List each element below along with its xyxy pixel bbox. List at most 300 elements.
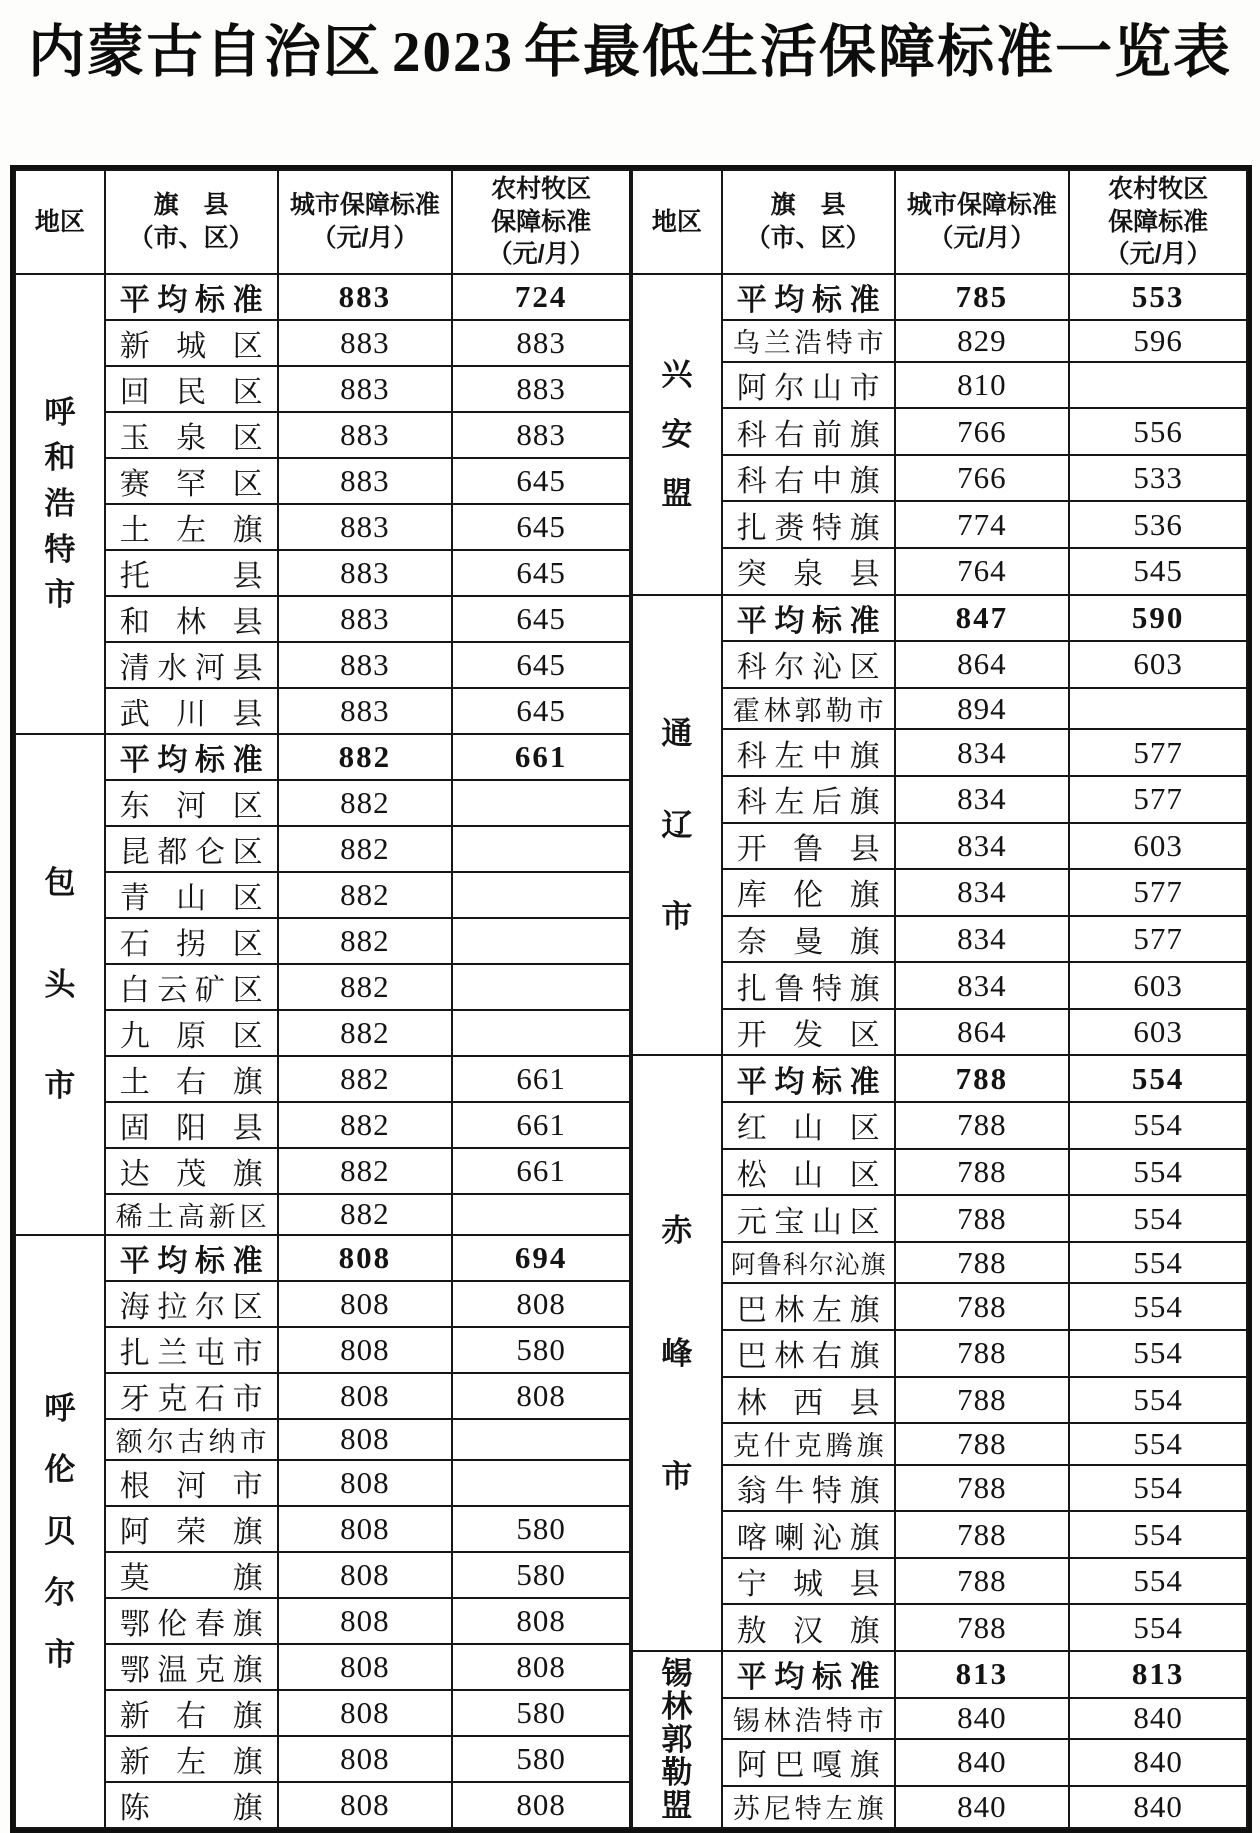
rural-standard-value: 554 — [1069, 1283, 1247, 1330]
table-row — [15, 1506, 630, 1552]
urban-standard-value: 834 — [895, 916, 1070, 963]
rural-standard-value: 603 — [1069, 962, 1247, 1009]
county-cell: 陈旗 — [105, 1782, 278, 1828]
rural-standard-value: 554 — [1069, 1423, 1247, 1465]
county-cell: 土左旗 — [105, 504, 278, 550]
average-row — [15, 734, 630, 780]
region-cell — [15, 274, 105, 734]
average-label-cell: 平均标准 — [105, 734, 278, 780]
rural-standard-value: 661 — [452, 734, 630, 780]
rural-standard-value: 554 — [1069, 1242, 1247, 1284]
rural-standard-value: 554 — [1069, 1377, 1247, 1424]
table-row — [15, 964, 630, 1010]
table-row — [632, 1558, 1247, 1605]
urban-standard-value: 808 — [278, 1690, 453, 1736]
rural-standard-value: 840 — [1069, 1786, 1247, 1828]
table-row — [632, 1242, 1247, 1284]
rural-standard-value: 577 — [1069, 776, 1247, 823]
county-cell: 苏尼特左旗 — [722, 1786, 895, 1828]
county-cell: 红山区 — [722, 1102, 895, 1149]
table-row — [15, 1736, 630, 1782]
rural-standard-value: 554 — [1069, 1465, 1247, 1512]
table-row — [15, 1690, 630, 1736]
table-row — [15, 1327, 630, 1373]
table-row — [632, 1698, 1247, 1740]
county-cell: 莫旗 — [105, 1552, 278, 1598]
table-row — [632, 455, 1247, 502]
rural-standard-value: 808 — [452, 1373, 630, 1419]
region-cell — [15, 734, 105, 1235]
urban-standard-value: 808 — [278, 1552, 453, 1598]
county-cell: 鄂温克旗 — [105, 1644, 278, 1690]
average-label-cell: 平均标准 — [722, 595, 895, 642]
rural-standard-value: 813 — [1069, 1651, 1247, 1698]
urban-standard-value: 808 — [278, 1782, 453, 1828]
county-cell: 科尔沁区 — [722, 641, 895, 688]
average-row — [15, 274, 630, 320]
table-row — [15, 1148, 630, 1194]
county-cell: 库伦旗 — [722, 869, 895, 916]
table-row — [632, 823, 1247, 870]
rural-standard-value: 883 — [452, 320, 630, 366]
table-row — [632, 962, 1247, 1009]
rural-standard-value: 840 — [1069, 1739, 1247, 1786]
table-row — [15, 1552, 630, 1598]
table-row — [15, 1102, 630, 1148]
table-row — [15, 320, 630, 366]
urban-standard-value: 808 — [278, 1598, 453, 1644]
table-row — [15, 504, 630, 550]
urban-standard-value: 813 — [895, 1651, 1070, 1698]
rural-standard-value: 645 — [452, 458, 630, 504]
urban-standard-value: 882 — [278, 1102, 453, 1148]
table-row — [632, 1511, 1247, 1558]
table-row — [15, 1373, 630, 1419]
average-row — [632, 1651, 1247, 1698]
title-suffix: 年最低生活保障标准一览表 — [524, 20, 1232, 84]
header-urban-standard: 城市保障标准 （元/月） — [895, 170, 1070, 274]
urban-standard-value: 834 — [895, 962, 1070, 1009]
region-vertical-label: 兴 安 盟 — [661, 357, 693, 511]
table-row — [632, 362, 1247, 409]
rural-standard-value: 883 — [452, 412, 630, 458]
county-cell: 额尔古纳市 — [105, 1419, 278, 1460]
title-prefix: 内蒙古自治区 — [28, 20, 382, 84]
table-row — [632, 1786, 1247, 1828]
table-row — [632, 1465, 1247, 1512]
header-row — [15, 170, 630, 274]
urban-standard-value: 788 — [895, 1242, 1070, 1284]
rural-standard-value — [452, 872, 630, 918]
rural-standard-value: 553 — [1069, 274, 1247, 321]
county-cell: 新右旗 — [105, 1690, 278, 1736]
urban-standard-value: 882 — [278, 1010, 453, 1056]
urban-standard-value: 882 — [278, 780, 453, 826]
county-cell: 科左中旗 — [722, 729, 895, 776]
table-row — [632, 641, 1247, 688]
rural-standard-value: 580 — [452, 1552, 630, 1598]
rural-standard-value: 554 — [1069, 1558, 1247, 1605]
table-row — [632, 776, 1247, 823]
county-cell: 白云矿区 — [105, 964, 278, 1010]
county-cell: 巴林左旗 — [722, 1283, 895, 1330]
table-row — [632, 501, 1247, 548]
rural-standard-value: 533 — [1069, 455, 1247, 502]
rural-standard-value — [1069, 362, 1247, 409]
urban-standard-value: 840 — [895, 1739, 1070, 1786]
rural-standard-value: 580 — [452, 1506, 630, 1552]
urban-standard-value: 808 — [278, 1235, 453, 1281]
rural-standard-value: 645 — [452, 688, 630, 734]
table-row — [632, 916, 1247, 963]
table-row — [15, 596, 630, 642]
county-cell: 达茂旗 — [105, 1148, 278, 1194]
urban-standard-value: 788 — [895, 1330, 1070, 1377]
county-cell: 回民区 — [105, 366, 278, 412]
urban-standard-value: 788 — [895, 1102, 1070, 1149]
county-cell: 牙克石市 — [105, 1373, 278, 1419]
county-cell: 科左后旗 — [722, 776, 895, 823]
rural-standard-value: 661 — [452, 1148, 630, 1194]
county-cell: 元宝山区 — [722, 1195, 895, 1242]
urban-standard-value: 883 — [278, 550, 453, 596]
urban-standard-value: 788 — [895, 1465, 1070, 1512]
table-row — [15, 1419, 630, 1460]
table-right-half — [631, 169, 1248, 1829]
county-cell: 青山区 — [105, 872, 278, 918]
urban-standard-value: 883 — [278, 274, 453, 320]
county-cell: 科右中旗 — [722, 455, 895, 502]
rural-standard-value: 661 — [452, 1102, 630, 1148]
table-row — [15, 1460, 630, 1506]
rural-standard-value: 580 — [452, 1736, 630, 1782]
urban-standard-value: 847 — [895, 595, 1070, 642]
region-vertical-label: 通 辽 市 — [661, 716, 693, 934]
county-cell: 和林县 — [105, 596, 278, 642]
table-row — [15, 550, 630, 596]
urban-standard-value: 808 — [278, 1419, 453, 1460]
header-region: 地区 — [632, 170, 722, 274]
urban-standard-value: 808 — [278, 1644, 453, 1690]
urban-standard-value: 788 — [895, 1195, 1070, 1242]
county-cell: 科右前旗 — [722, 408, 895, 455]
standards-table — [10, 165, 1252, 1833]
county-cell: 鄂伦春旗 — [105, 1598, 278, 1644]
county-cell: 奈曼旗 — [722, 916, 895, 963]
table-row — [632, 408, 1247, 455]
table-row — [15, 458, 630, 504]
urban-standard-value: 829 — [895, 320, 1070, 362]
rural-standard-value: 577 — [1069, 916, 1247, 963]
table-row — [15, 1598, 630, 1644]
table-row — [15, 642, 630, 688]
table-row — [632, 1423, 1247, 1465]
county-cell: 固阳县 — [105, 1102, 278, 1148]
region-vertical-label: 呼 伦 贝 尔 市 — [44, 1390, 76, 1672]
rural-standard-value: 545 — [1069, 548, 1247, 595]
rural-standard-value: 580 — [452, 1690, 630, 1736]
header-county: 旗 县 （市、区） — [722, 170, 895, 274]
rural-standard-value: 840 — [1069, 1698, 1247, 1740]
rural-standard-value: 808 — [452, 1644, 630, 1690]
average-row — [632, 274, 1247, 321]
table-row — [632, 1149, 1247, 1196]
urban-standard-value: 808 — [278, 1373, 453, 1419]
urban-standard-value: 788 — [895, 1511, 1070, 1558]
average-row — [632, 595, 1247, 642]
rural-standard-value: 645 — [452, 596, 630, 642]
rural-standard-value: 554 — [1069, 1330, 1247, 1377]
rural-standard-value: 645 — [452, 550, 630, 596]
urban-standard-value: 808 — [278, 1506, 453, 1552]
urban-standard-value: 894 — [895, 688, 1070, 730]
county-cell: 克什克腾旗 — [722, 1423, 895, 1465]
average-label-cell: 平均标准 — [722, 1651, 895, 1698]
rural-standard-value: 556 — [1069, 408, 1247, 455]
table-row — [632, 320, 1247, 362]
county-cell: 开鲁县 — [722, 823, 895, 870]
rural-standard-value: 603 — [1069, 823, 1247, 870]
urban-standard-value: 883 — [278, 596, 453, 642]
average-label-cell: 平均标准 — [105, 274, 278, 320]
rural-standard-value: 580 — [452, 1327, 630, 1373]
rural-standard-value: 694 — [452, 1235, 630, 1281]
table-row — [632, 1377, 1247, 1424]
urban-standard-value: 834 — [895, 729, 1070, 776]
table-row — [632, 1009, 1247, 1056]
urban-standard-value: 883 — [278, 412, 453, 458]
urban-standard-value: 882 — [278, 1148, 453, 1194]
rural-standard-value — [452, 1194, 630, 1235]
table-row — [15, 872, 630, 918]
urban-standard-value: 882 — [278, 872, 453, 918]
county-cell: 昆都仑区 — [105, 826, 278, 872]
urban-standard-value: 788 — [895, 1283, 1070, 1330]
rural-standard-value — [452, 780, 630, 826]
urban-standard-value: 840 — [895, 1786, 1070, 1828]
urban-standard-value: 882 — [278, 826, 453, 872]
table-row — [632, 1739, 1247, 1786]
county-cell: 新左旗 — [105, 1736, 278, 1782]
urban-standard-value: 882 — [278, 734, 453, 780]
table-row — [632, 1195, 1247, 1242]
rural-standard-value: 808 — [452, 1598, 630, 1644]
county-cell: 霍林郭勒市 — [722, 688, 895, 730]
county-cell: 扎鲁特旗 — [722, 962, 895, 1009]
urban-standard-value: 883 — [278, 504, 453, 550]
county-cell: 敖汉旗 — [722, 1604, 895, 1651]
table-row — [15, 366, 630, 412]
header-urban-standard: 城市保障标准 （元/月） — [278, 170, 453, 274]
county-cell: 阿尔山市 — [722, 362, 895, 409]
urban-standard-value: 834 — [895, 823, 1070, 870]
county-cell: 东河区 — [105, 780, 278, 826]
rural-standard-value: 554 — [1069, 1511, 1247, 1558]
urban-standard-value: 864 — [895, 641, 1070, 688]
urban-standard-value: 883 — [278, 366, 453, 412]
region-vertical-label: 呼 和 浩 特 市 — [44, 394, 76, 613]
header-rural-standard: 农村牧区 保障标准 （元/月） — [452, 170, 630, 274]
county-cell: 开发区 — [722, 1009, 895, 1056]
county-cell: 武川县 — [105, 688, 278, 734]
county-cell: 土右旗 — [105, 1056, 278, 1102]
rural-standard-value: 554 — [1069, 1055, 1247, 1102]
urban-standard-value: 834 — [895, 776, 1070, 823]
table-row — [632, 729, 1247, 776]
county-cell: 松山区 — [722, 1149, 895, 1196]
urban-standard-value: 785 — [895, 274, 1070, 321]
table-row — [632, 869, 1247, 916]
county-cell: 乌兰浩特市 — [722, 320, 895, 362]
average-label-cell: 平均标准 — [105, 1235, 278, 1281]
table-row — [15, 1281, 630, 1327]
county-cell: 赛罕区 — [105, 458, 278, 504]
county-cell: 巴林右旗 — [722, 1330, 895, 1377]
rural-standard-value — [452, 918, 630, 964]
urban-standard-value: 766 — [895, 455, 1070, 502]
table-row — [15, 1644, 630, 1690]
rural-standard-value: 577 — [1069, 729, 1247, 776]
county-cell: 阿荣旗 — [105, 1506, 278, 1552]
urban-standard-value: 882 — [278, 1194, 453, 1235]
table-row — [632, 1604, 1247, 1651]
average-row — [15, 1235, 630, 1281]
rural-standard-value: 724 — [452, 274, 630, 320]
rural-standard-value: 554 — [1069, 1195, 1247, 1242]
urban-standard-value: 808 — [278, 1281, 453, 1327]
county-cell: 稀土高新区 — [105, 1194, 278, 1235]
urban-standard-value: 882 — [278, 964, 453, 1010]
urban-standard-value: 882 — [278, 1056, 453, 1102]
rural-standard-value: 596 — [1069, 320, 1247, 362]
urban-standard-value: 788 — [895, 1377, 1070, 1424]
rural-standard-value: 554 — [1069, 1604, 1247, 1651]
header-region: 地区 — [15, 170, 105, 274]
county-cell: 石拐区 — [105, 918, 278, 964]
region-cell — [15, 1235, 105, 1828]
average-label-cell: 平均标准 — [722, 274, 895, 321]
county-cell: 阿鲁科尔沁旗 — [722, 1242, 895, 1284]
rural-standard-value: 603 — [1069, 1009, 1247, 1056]
table-row — [15, 918, 630, 964]
region-vertical-label: 包 头 市 — [44, 864, 76, 1104]
title-year: 2023 — [392, 21, 514, 84]
county-cell: 锡林浩特市 — [722, 1698, 895, 1740]
table-row — [632, 688, 1247, 730]
county-cell: 突泉县 — [722, 548, 895, 595]
urban-standard-value: 883 — [278, 642, 453, 688]
urban-standard-value: 883 — [278, 688, 453, 734]
table-row — [15, 412, 630, 458]
rural-standard-value: 536 — [1069, 501, 1247, 548]
urban-standard-value: 834 — [895, 869, 1070, 916]
rural-standard-value: 808 — [452, 1782, 630, 1828]
county-cell: 清水河县 — [105, 642, 278, 688]
rural-standard-value: 554 — [1069, 1102, 1247, 1149]
county-cell: 翁牛特旗 — [722, 1465, 895, 1512]
rural-standard-value: 808 — [452, 1281, 630, 1327]
urban-standard-value: 840 — [895, 1698, 1070, 1740]
rural-standard-value — [1069, 688, 1247, 730]
table-row — [15, 1056, 630, 1102]
urban-standard-value: 788 — [895, 1149, 1070, 1196]
rural-standard-value: 554 — [1069, 1149, 1247, 1196]
table-left-half — [14, 169, 631, 1829]
county-cell: 海拉尔区 — [105, 1281, 278, 1327]
table-row — [632, 1102, 1247, 1149]
urban-standard-value: 808 — [278, 1460, 453, 1506]
urban-standard-value: 766 — [895, 408, 1070, 455]
header-rural-standard: 农村牧区 保障标准 （元/月） — [1069, 170, 1247, 274]
table-row — [15, 826, 630, 872]
average-label-cell: 平均标准 — [722, 1055, 895, 1102]
rural-standard-value: 603 — [1069, 641, 1247, 688]
county-cell: 玉泉区 — [105, 412, 278, 458]
urban-standard-value: 883 — [278, 458, 453, 504]
rural-standard-value: 645 — [452, 642, 630, 688]
county-cell: 九原区 — [105, 1010, 278, 1056]
region-vertical-label: 锡 林 郭 勒 盟 — [661, 1655, 693, 1823]
county-cell: 根河市 — [105, 1460, 278, 1506]
page-title — [0, 6, 1260, 88]
region-cell — [632, 1651, 722, 1827]
county-cell: 阿巴嘎旗 — [722, 1739, 895, 1786]
county-cell: 扎赉特旗 — [722, 501, 895, 548]
rural-standard-value — [452, 1010, 630, 1056]
urban-standard-value: 788 — [895, 1604, 1070, 1651]
rural-standard-value — [452, 964, 630, 1010]
table-row — [15, 1010, 630, 1056]
urban-standard-value: 883 — [278, 320, 453, 366]
county-cell: 喀喇沁旗 — [722, 1511, 895, 1558]
urban-standard-value: 788 — [895, 1055, 1070, 1102]
rural-standard-value: 577 — [1069, 869, 1247, 916]
table-row — [15, 1782, 630, 1828]
rural-standard-value — [452, 826, 630, 872]
rural-standard-value: 661 — [452, 1056, 630, 1102]
rural-standard-value: 590 — [1069, 595, 1247, 642]
urban-standard-value: 774 — [895, 501, 1070, 548]
region-cell — [632, 1055, 722, 1651]
county-cell: 扎兰屯市 — [105, 1327, 278, 1373]
table-row — [632, 548, 1247, 595]
county-cell: 托县 — [105, 550, 278, 596]
table-row — [15, 688, 630, 734]
rural-standard-value: 883 — [452, 366, 630, 412]
county-cell: 宁城县 — [722, 1558, 895, 1605]
county-cell: 林西县 — [722, 1377, 895, 1424]
urban-standard-value: 788 — [895, 1558, 1070, 1605]
header-county: 旗 县 （市、区） — [105, 170, 278, 274]
urban-standard-value: 864 — [895, 1009, 1070, 1056]
urban-standard-value: 764 — [895, 548, 1070, 595]
region-vertical-label: 赤 峰 市 — [661, 1212, 693, 1494]
rural-standard-value: 645 — [452, 504, 630, 550]
rural-standard-value — [452, 1460, 630, 1506]
table-row — [15, 780, 630, 826]
table-row — [15, 1194, 630, 1235]
urban-standard-value: 808 — [278, 1736, 453, 1782]
region-cell — [632, 274, 722, 595]
header-row — [632, 170, 1247, 274]
rural-standard-value — [452, 1419, 630, 1460]
region-cell — [632, 595, 722, 1056]
table-row — [632, 1330, 1247, 1377]
average-row — [632, 1055, 1247, 1102]
table-row — [632, 1283, 1247, 1330]
urban-standard-value: 882 — [278, 918, 453, 964]
urban-standard-value: 810 — [895, 362, 1070, 409]
